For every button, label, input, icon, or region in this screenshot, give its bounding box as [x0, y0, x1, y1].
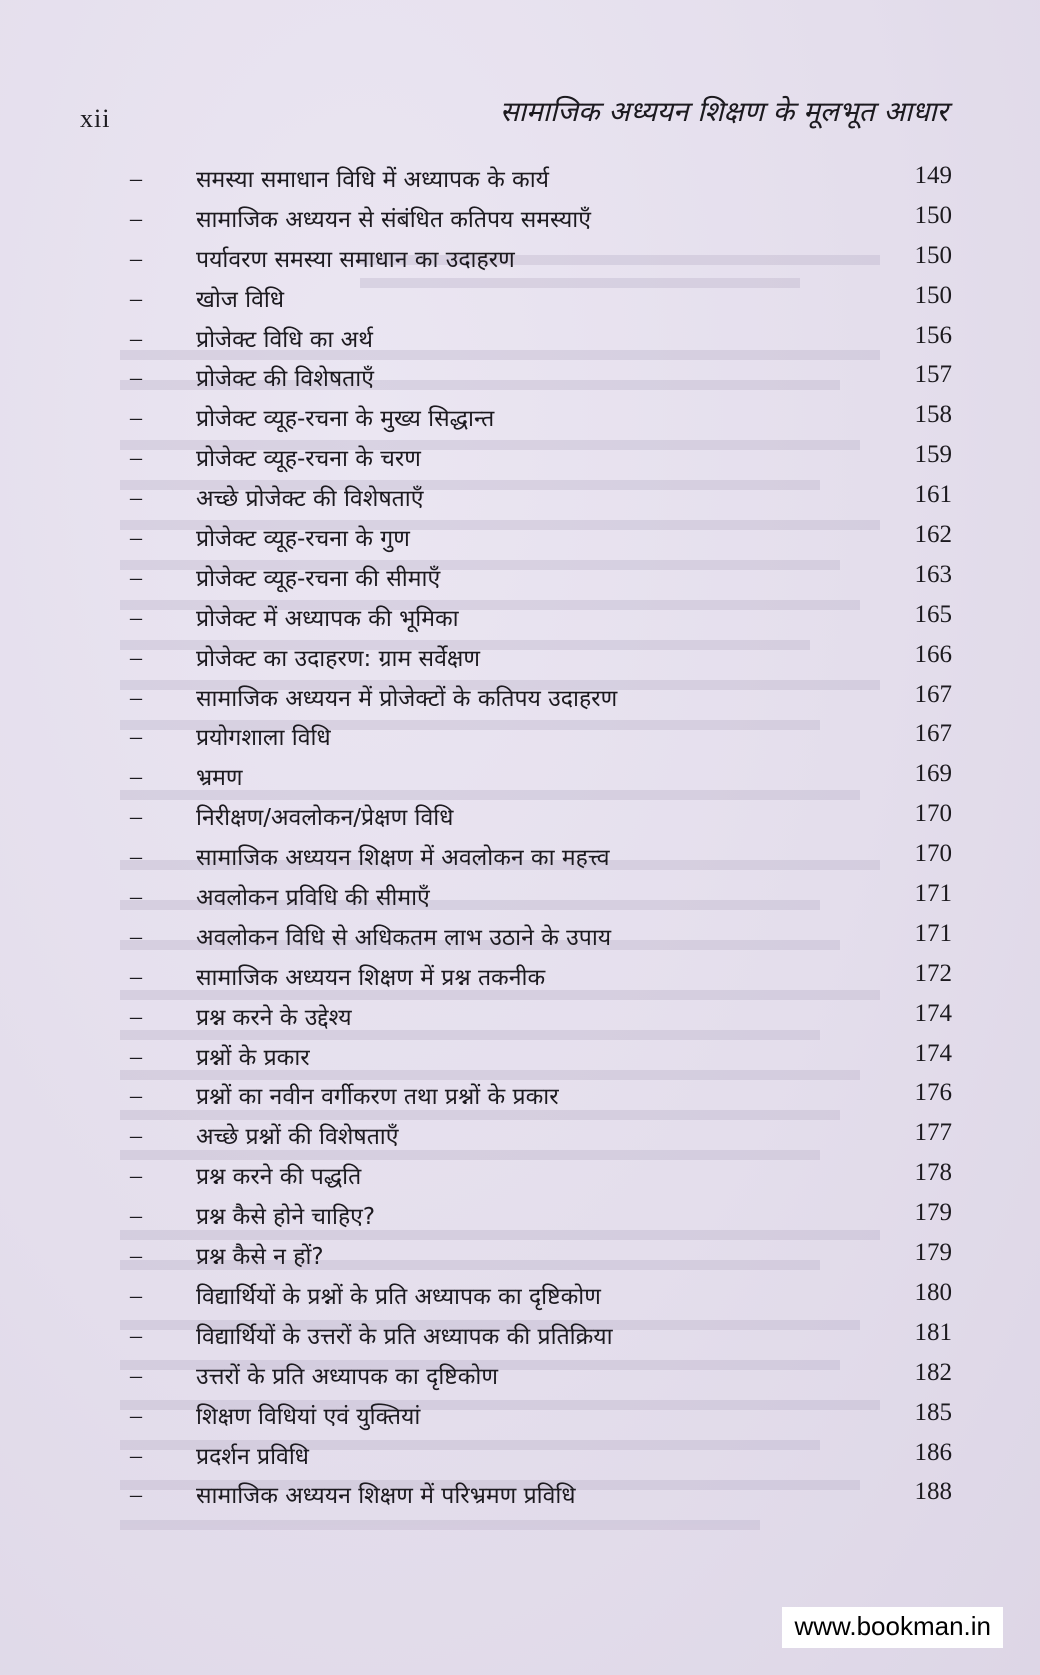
toc-entry-dash: – [130, 525, 142, 552]
toc-entry-page: 172 [914, 959, 952, 987]
toc-entry-title: प्रोजेक्ट का उदाहरण: ग्राम सर्वेक्षण [196, 645, 481, 672]
toc-entry-dash: – [130, 684, 142, 711]
toc-entry-dash: – [130, 405, 142, 432]
toc-entry-dash: – [130, 1442, 142, 1469]
toc-entry [0, 200, 1040, 240]
toc-entry-dash: – [130, 844, 142, 871]
toc-entry-title: सामाजिक अध्ययन शिक्षण में अवलोकन का महत्त्व [196, 845, 610, 872]
toc-entry-dash: – [130, 1402, 142, 1429]
toc-entry-page: 150 [914, 201, 952, 229]
toc-entry-dash: – [130, 445, 142, 472]
toc-entry-dash: – [130, 644, 142, 671]
toc-entry-dash: – [130, 724, 142, 751]
toc-entry-dash: – [130, 564, 142, 591]
toc-entry-title: प्रश्न करने के उद्देश्य [196, 1004, 352, 1031]
toc-entry-title: प्रश्न कैसे न हों? [196, 1244, 324, 1271]
toc-entry-dash: – [130, 1083, 142, 1110]
toc-entry-page: 188 [914, 1478, 952, 1506]
toc-entry-page: 157 [914, 361, 952, 389]
toc-entry [0, 1077, 1040, 1117]
toc-entry-dash: – [130, 1482, 142, 1509]
toc-entry-title: भ्रमण [196, 765, 243, 792]
toc-entry-title: प्रदर्शन प्रविधि [196, 1443, 309, 1470]
toc-entry-page: 177 [914, 1119, 952, 1147]
toc-entry-title: सामाजिक अध्ययन से संबंधित कतिपय समस्याएँ [196, 206, 591, 233]
toc-entry-dash: – [130, 365, 142, 392]
toc-entry [0, 639, 1040, 679]
toc-entry-dash: – [130, 285, 142, 312]
toc-entry-title: निरीक्षण/अवलोकन/प्रेक्षण विधि [196, 805, 454, 832]
toc-entry-title: प्रश्न करने की पद्धति [196, 1164, 362, 1191]
toc-entry-dash: – [130, 1163, 142, 1190]
toc-entry-page: 181 [914, 1318, 952, 1346]
toc-entry [0, 479, 1040, 519]
toc-entry-page: 165 [914, 600, 952, 628]
toc-entry-title: विद्यार्थियों के प्रश्नों के प्रति अध्यापक का दृष्टिकोण [196, 1283, 601, 1310]
toc-entry-dash: – [130, 963, 142, 990]
toc-entry-dash: – [130, 884, 142, 911]
toc-entry-page: 159 [914, 441, 952, 469]
page-number: xii [80, 104, 111, 133]
toc-entry-page: 150 [914, 281, 952, 309]
toc-entry-page: 176 [914, 1079, 952, 1107]
toc-entry-dash: – [130, 1203, 142, 1230]
toc-entry-title: प्रश्न कैसे होने चाहिए? [196, 1204, 376, 1231]
toc-entry [0, 958, 1040, 998]
toc-entry-page: 178 [914, 1159, 952, 1187]
toc-entry [0, 240, 1040, 280]
toc-entry [0, 718, 1040, 758]
toc-entry-page: 158 [914, 401, 952, 429]
toc-entry [0, 559, 1040, 599]
toc-entry-dash: – [130, 604, 142, 631]
toc-entry-title: सामाजिक अध्ययन शिक्षण में प्रश्न तकनीक [196, 964, 546, 991]
toc-entry-page: 174 [914, 1039, 952, 1067]
toc-entry-page: 166 [914, 640, 952, 668]
toc-entry [0, 758, 1040, 798]
toc-entry [0, 320, 1040, 360]
toc-entry-page: 150 [914, 241, 952, 269]
toc-entry-page: 185 [914, 1398, 952, 1426]
toc-entry-title: अच्छे प्रश्नों की विशेषताएँ [196, 1124, 399, 1151]
toc-entry [0, 599, 1040, 639]
toc-entry-page: 179 [914, 1239, 952, 1267]
toc-entry-dash: – [130, 166, 142, 192]
toc-entry-dash: – [130, 245, 142, 272]
toc-entry [0, 160, 1040, 200]
toc-entry [0, 519, 1040, 559]
toc-entry-dash: – [130, 1322, 142, 1349]
toc-entry-title: प्रोजेक्ट व्यूह-रचना की सीमाएँ [196, 565, 441, 592]
toc-entry [0, 1237, 1040, 1277]
toc-entry-title: प्रयोगशाला विधि [196, 725, 331, 752]
toc-entry-title: प्रोजेक्ट व्यूह-रचना के चरण [196, 446, 421, 473]
toc-entry [0, 1317, 1040, 1357]
toc-entry-title: सामाजिक अध्ययन में प्रोजेक्टों के कतिपय उदाहरण [196, 685, 618, 712]
toc-entry-page: 169 [914, 760, 952, 788]
toc-entry [0, 1117, 1040, 1157]
toc-entry [0, 838, 1040, 878]
toc-entry-page: 186 [914, 1438, 952, 1466]
toc-entry-page: 149 [914, 162, 952, 189]
toc-entry [0, 1357, 1040, 1397]
running-title: सामाजिक अध्ययन शिक्षण के मूलभूत आधार [499, 95, 948, 128]
toc-entry-dash: – [130, 804, 142, 831]
toc-entry-page: 182 [914, 1358, 952, 1386]
toc-entry [0, 1197, 1040, 1237]
toc-entry-page: 156 [914, 321, 952, 349]
toc-entry-dash: – [130, 205, 142, 232]
toc-entry-title: प्रोजेक्ट व्यूह-रचना के गुण [196, 526, 410, 553]
toc-entry-title: सामाजिक अध्ययन शिक्षण में परिभ्रमण प्रविधि [196, 1483, 576, 1510]
toc-entry-page: 171 [914, 880, 952, 908]
toc-entry [0, 359, 1040, 399]
toc-entry-title: शिक्षण विधियां एवं युक्तियां [196, 1403, 421, 1430]
toc-entry-page: 161 [914, 481, 952, 509]
toc-entry-title: समस्या समाधान विधि में अध्यापक के कार्य [196, 167, 550, 193]
toc-entry-title: प्रोजेक्ट की विशेषताएँ [196, 366, 374, 393]
toc-entry-title: प्रोजेक्ट में अध्यापक की भूमिका [196, 605, 459, 632]
toc-entry [0, 439, 1040, 479]
toc-entry-title: प्रश्नों के प्रकार [196, 1044, 310, 1071]
toc-entry-page: 180 [914, 1278, 952, 1306]
toc-entry-page: 163 [914, 560, 952, 588]
toc-entry [0, 1397, 1040, 1437]
toc-entry-dash: – [130, 1003, 142, 1030]
toc-entry-page: 167 [914, 720, 952, 748]
toc-entry-title: उत्तरों के प्रति अध्यापक का दृष्टिकोण [196, 1363, 498, 1390]
toc-entry-title: अवलोकन प्रविधि की सीमाएँ [196, 885, 430, 912]
watermark: www.bookman.in [782, 1607, 1003, 1648]
toc-entry [0, 1157, 1040, 1197]
toc-entry-dash: – [130, 764, 142, 791]
toc-entry-dash: – [130, 1362, 142, 1389]
toc-entry-title: प्रश्नों का नवीन वर्गीकरण तथा प्रश्नों के प्रकार [196, 1084, 559, 1111]
toc-entry-dash: – [130, 1123, 142, 1150]
toc-entry-dash: – [130, 1282, 142, 1309]
toc-entry-page: 171 [914, 919, 952, 947]
toc-entry-page: 179 [914, 1199, 952, 1227]
toc-entry-title: प्रोजेक्ट विधि का अर्थ [196, 326, 373, 353]
toc-entry [0, 1437, 1040, 1477]
toc-entry-dash: – [130, 485, 142, 512]
toc-entry [0, 918, 1040, 958]
toc-entry-title: विद्यार्थियों के उत्तरों के प्रति अध्यापक की प्रतिक्रिया [196, 1323, 613, 1350]
toc-entry [0, 399, 1040, 439]
toc-entry-page: 174 [914, 999, 952, 1027]
toc-entry [0, 798, 1040, 838]
toc-entry-dash: – [130, 325, 142, 352]
toc-entry-dash: – [130, 1243, 142, 1270]
toc-entry-page: 167 [914, 680, 952, 708]
toc-entry-page: 170 [914, 840, 952, 868]
toc-entry [0, 1476, 1040, 1516]
toc-entry [0, 998, 1040, 1038]
toc-entry [0, 1277, 1040, 1317]
toc-entry [0, 280, 1040, 320]
toc-entry-title: खोज विधि [196, 286, 284, 313]
table-of-contents [0, 160, 1040, 1516]
toc-entry-title: प्रोजेक्ट व्यूह-रचना के मुख्य सिद्धान्त [196, 406, 495, 433]
toc-entry-dash: – [130, 923, 142, 950]
toc-entry-dash: – [130, 1043, 142, 1070]
toc-entry-page: 170 [914, 800, 952, 828]
toc-entry [0, 878, 1040, 918]
toc-entry-title: अच्छे प्रोजेक्ट की विशेषताएँ [196, 486, 424, 513]
toc-entry-title: पर्यावरण समस्या समाधान का उदाहरण [196, 246, 515, 273]
toc-entry-page: 162 [914, 521, 952, 549]
toc-entry [0, 1038, 1040, 1078]
toc-entry [0, 679, 1040, 719]
toc-entry-title: अवलोकन विधि से अधिकतम लाभ उठाने के उपाय [196, 924, 612, 951]
